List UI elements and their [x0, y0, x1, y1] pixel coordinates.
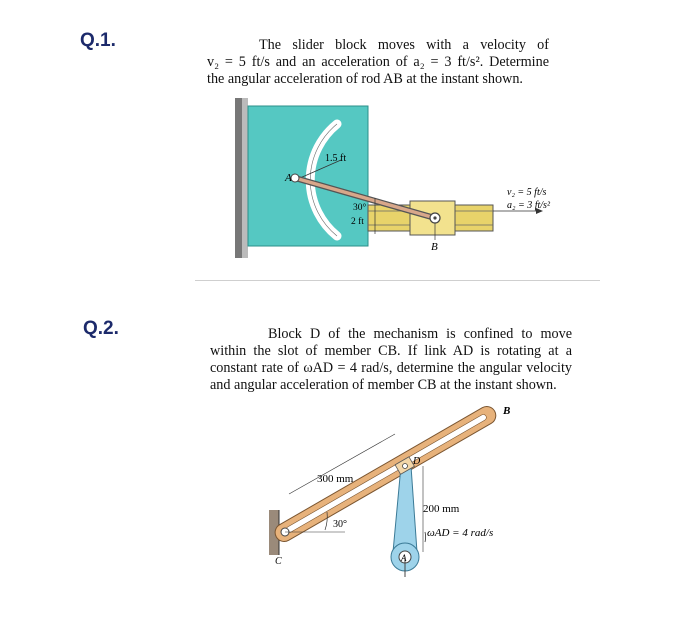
section-divider — [195, 280, 600, 281]
q1-line-3: the angular acceleration of rod AB at the instant shown. — [207, 71, 523, 87]
question-2-text — [210, 326, 572, 394]
q1-angle: 30° — [353, 203, 367, 213]
q1-wall — [235, 98, 242, 258]
question-2-label: Q.2. — [83, 318, 119, 339]
q2-dim-slot: 300 mm — [317, 473, 354, 485]
q2-line-1: Block D of the mechanism is confined to move — [268, 326, 572, 342]
q1-figure — [225, 98, 585, 268]
q2-angle: 30° — [333, 519, 347, 530]
q2-line-2: within the slot of member CB. If link AD is rotating at a — [210, 343, 572, 359]
q2-figure — [265, 402, 525, 582]
q1-line-1: The slider block moves with a velocity of — [259, 37, 549, 53]
q2-label-d: D — [413, 456, 421, 467]
q1-pin-a — [291, 174, 299, 182]
q1-label-b: B — [431, 241, 438, 253]
q1-dim-radius: 1.5 ft — [325, 153, 347, 164]
q2-label-c: C — [275, 556, 282, 567]
q1-line-2: v₂ = 5 ft/s and an acceleration of a₂ = 3 ft/s². Determine — [207, 54, 549, 70]
q2-dim-link: 200 mm — [423, 503, 460, 515]
q2-label-a: A — [401, 553, 407, 563]
q1-dim-rod: 2 ft — [351, 217, 364, 227]
q2-label-b: B — [503, 405, 511, 417]
q2-line-3: constant rate of ωAD = 4 rad/s, determine the angular velocity — [210, 360, 572, 376]
q2-line-4: and angular acceleration of member CB at the instant shown. — [210, 377, 557, 393]
question-1-label: Q.1. — [80, 30, 116, 51]
q1-acceleration: a₂ = 3 ft/s² — [507, 200, 550, 211]
question-1-text — [207, 37, 549, 88]
q1-label-a: A — [285, 172, 292, 184]
q2-member-cb — [272, 403, 499, 545]
q2-link-ad — [393, 466, 417, 552]
q1-velocity: v₂ = 5 ft/s — [507, 187, 547, 198]
q2-omega: ωAD = 4 rad/s — [427, 527, 494, 539]
